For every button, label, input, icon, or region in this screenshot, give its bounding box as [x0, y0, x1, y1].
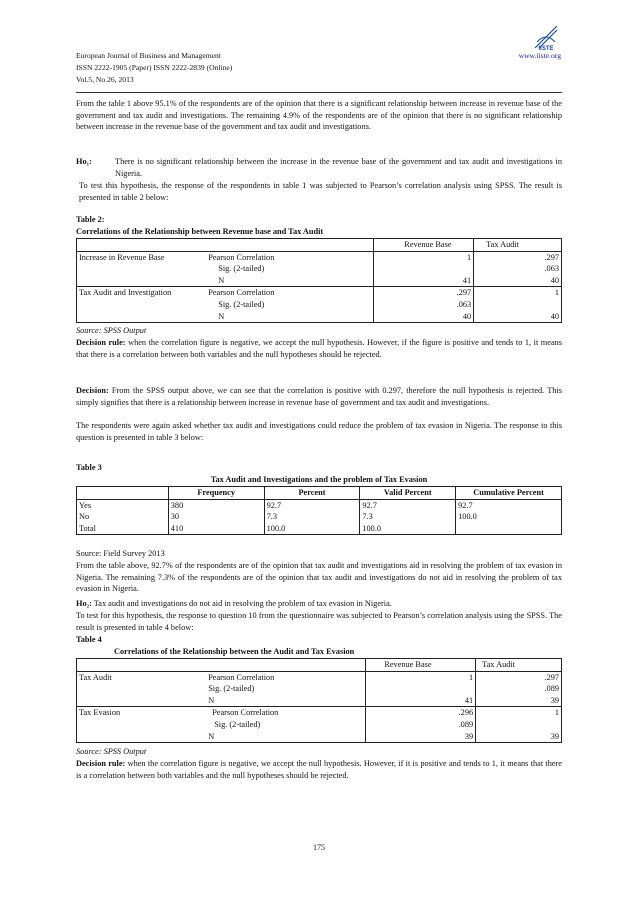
- cell: 380: [168, 499, 264, 511]
- cell: .089: [544, 684, 559, 694]
- decision-rule-2-label: Decision rule:: [76, 759, 126, 768]
- cell: 39: [464, 731, 474, 741]
- cell: 7.3: [360, 511, 456, 523]
- cell: .297: [456, 288, 472, 298]
- hypothesis-1: [76, 156, 562, 179]
- cell: 1: [554, 708, 559, 718]
- cell: 1: [468, 672, 474, 682]
- table-2-source: [76, 325, 562, 337]
- table-4-row-1-name: Tax Audit: [77, 671, 207, 707]
- decision-rule-2: [76, 758, 562, 781]
- decision-rule-1-text: when the correlation figure is negative, we accept the null hypothesis. However, if the figure is positive and tends to 1, it means that there is a correlation between both variables and the null hypotheses should be rejected.: [76, 338, 562, 359]
- paragraph-1: From the table 1 above 95.1% of the respondents are of the opinion that there is a significant relationship between increase in revenue base of the government and tax audit and investigations. The remaining 4.9% of the respondents are of the opinion that there is no significant relationship between increase in the revenue base of the government and tax audit and investigations.: [76, 99, 562, 132]
- decision-1-text: From the SPSS output above, we can see that the correlation is positive with 0.297, therefore the null hypothesis is rejected. This simply signifies that there is a relationship between increase in revenue base of government and tax audit and investigations.: [76, 386, 562, 407]
- table-4-row-1: [77, 671, 562, 707]
- page-number: 175: [313, 843, 325, 852]
- cell: 100.0: [456, 511, 562, 523]
- paragraph-3: The respondents were again asked whether tax audit and investigations could reduce the problem of tax evasion in Nigeria. The response to this question is presented in table 3 below:: [76, 421, 562, 442]
- cell: 100.0: [264, 523, 360, 535]
- header-divider: [76, 92, 562, 93]
- table-4-col-revenue-base: Revenue Base: [366, 659, 476, 672]
- paragraph-5: To test for this hypothesis, the response to question 10 from the questionnaire was subjected to Pearson’s correlation analysis using the SPSS. The result is presented in table 4 below:: [76, 611, 562, 632]
- table-3-header-row: [77, 487, 562, 500]
- stat-n: N: [208, 731, 215, 741]
- cell: 1: [467, 252, 472, 262]
- cell: .089: [458, 719, 474, 729]
- stat-sig: Sig. (2-tailed): [218, 264, 265, 274]
- paragraph-4: From the table above, 92.7% of the respondents are of the opinion that tax audit and investigations aid in resolving the problem of tax evasion in Nigeria. The remaining 7.3% of the respondents are of the opinion that tax audit and investigations do not aid in resolving the problem of tax evasion in Nigeria.: [76, 561, 562, 594]
- table-2-col-tax-audit: Tax Audit: [474, 239, 562, 252]
- stat-sig: Sig. (2-tailed): [208, 684, 255, 694]
- cell: 40: [550, 275, 559, 285]
- decision-rule-2-text: when the correlation figure is negative, we accept the null hypothesis. However, if it is positive and tends to 1, it means that there is a correlation between both variables and the null hypotheses should be rejected.: [76, 759, 562, 780]
- cell: 92.7: [360, 499, 456, 511]
- logo-text: IISTE: [538, 46, 554, 52]
- table-2-col-revenue-base: Revenue Base: [374, 239, 474, 252]
- journal-url-link[interactable]: www.iiste.org: [518, 51, 561, 60]
- table-2-label: Table 2:: [76, 215, 105, 224]
- table-4-title: Correlations of the Relationship between the Audit and Tax Evasion: [114, 647, 355, 656]
- table-4-row-2: [77, 707, 562, 743]
- stat-pearson: Pearson Correlation: [208, 288, 275, 298]
- table-2-source-text: Source: SPSS Output: [76, 326, 147, 335]
- cell: Yes: [77, 499, 169, 511]
- hypothesis-2-label: Ho₂:: [76, 599, 92, 608]
- cell: 7.3: [264, 511, 360, 523]
- cell: .296: [458, 708, 474, 718]
- cell: 39: [550, 731, 559, 741]
- cell: 30: [168, 511, 264, 523]
- table-4: [76, 658, 562, 743]
- cell: [476, 299, 559, 311]
- cell: [376, 263, 471, 275]
- cell: .297: [544, 672, 559, 682]
- cell: [456, 523, 562, 535]
- table-row: [77, 499, 562, 511]
- hypothesis-2-text: Tax audit and investigations do not aid in resolving the problem of tax evasion in Nigeria.: [91, 599, 392, 608]
- stat-sig: Sig. (2-tailed): [218, 299, 265, 309]
- cell: [478, 719, 559, 731]
- hypothesis-1-label: Ho₁:: [76, 157, 92, 166]
- table-4-row-2-name: Tax Evasion: [77, 707, 207, 743]
- cell: 1: [554, 288, 559, 298]
- cell: 100.0: [360, 523, 456, 535]
- decision-1-label: Decision:: [76, 386, 109, 395]
- table-3-title: Tax Audit and Investigations and the problem of Tax Evasion: [210, 475, 428, 484]
- cell: 41: [464, 695, 474, 705]
- table-4-source-text: Source: SPSS Output: [76, 747, 147, 756]
- stat-n: N: [218, 311, 225, 321]
- cell: 40: [550, 311, 559, 321]
- table-2-title: Correlations of the Relationship between Revenue base and Tax Audit: [76, 227, 324, 236]
- cell: Total: [77, 523, 169, 535]
- stat-pearson: Pearson Correlation: [212, 708, 279, 718]
- cell: 92.7: [264, 499, 360, 511]
- decision-rule-1: [76, 337, 562, 360]
- cell: 92.7: [456, 499, 562, 511]
- stat-n: N: [218, 275, 225, 285]
- paragraph-2-text: To test this hypothesis, the response of the respondents in table 1 was subjected to Pearson’s correlation analysis using SPSS. The result is presented in table 2 below:: [79, 181, 562, 202]
- cell: 39: [550, 695, 559, 705]
- cell: 41: [462, 275, 472, 285]
- table-4-source: [76, 746, 562, 758]
- table-3: [76, 486, 562, 535]
- stat-n: N: [208, 695, 215, 705]
- table-2-row-1-name: Increase in Revenue Base: [77, 251, 207, 287]
- paragraph-2: [76, 180, 562, 203]
- table-4-col-tax-audit: Tax Audit: [476, 659, 562, 672]
- cell: .063: [456, 299, 472, 309]
- table-3-col-valid-percent: Valid Percent: [360, 487, 456, 500]
- table-2: [76, 238, 562, 323]
- journal-header: [76, 50, 232, 86]
- table-3-col-frequency: Frequency: [168, 487, 264, 500]
- table-2-row-1: [77, 251, 562, 287]
- cell: .063: [544, 264, 559, 274]
- stat-pearson: Pearson Correlation: [208, 252, 275, 262]
- cell: 40: [462, 311, 472, 321]
- cell: No: [77, 511, 169, 523]
- journal-name: European Journal of Business and Management: [76, 51, 221, 60]
- journal-issn: ISSN 2222-1905 (Paper) ISSN 2222-2839 (Online): [76, 63, 233, 72]
- decision-rule-1-label: Decision rule:: [76, 338, 126, 347]
- decision-1: [76, 385, 562, 408]
- hypothesis-2: [76, 598, 562, 610]
- hypothesis-1-text: There is no significant relationship between the increase in the revenue base of the government and tax audit and investigations in Nigeria.: [115, 157, 562, 178]
- table-row: [77, 511, 562, 523]
- cell: 410: [168, 523, 264, 535]
- cell: [368, 683, 473, 695]
- table-4-header-row: [77, 659, 562, 672]
- table-2-header-row: [77, 239, 562, 252]
- table-3-label: Table 3: [76, 463, 102, 472]
- table-3-col-cumulative-percent: Cumulative Percent: [456, 487, 562, 500]
- table-row: [77, 523, 562, 535]
- stat-sig: Sig. (2-tailed): [214, 719, 261, 729]
- stat-pearson: Pearson Correlation: [208, 672, 275, 682]
- table-4-label: Table 4: [76, 635, 102, 644]
- cell: .297: [544, 252, 559, 262]
- iiste-logo-icon: [531, 22, 561, 52]
- table-2-row-2-name: Tax Audit and Investigation: [77, 287, 207, 323]
- table-3-col-percent: Percent: [264, 487, 360, 500]
- table-2-row-2: [77, 287, 562, 323]
- table-3-source: Source: Field Survey 2013: [76, 549, 165, 558]
- journal-volume: Vol.5, No.26, 2013: [76, 75, 134, 84]
